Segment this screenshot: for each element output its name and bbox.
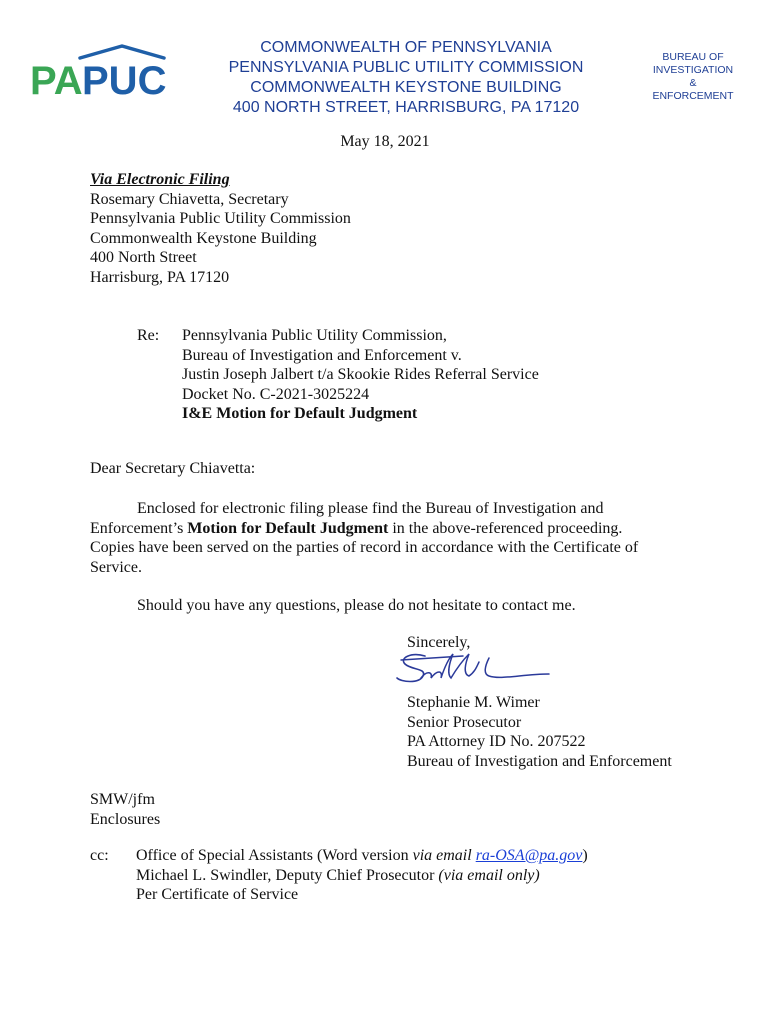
enclosures-note: Enclosures — [90, 810, 161, 828]
paragraph-line — [90, 519, 690, 539]
paragraph-line: Copies have been served on the parties of record in accordance with the Certificate of — [90, 539, 639, 556]
letterhead-line: COMMONWEALTH KEYSTONE BUILDING — [250, 79, 562, 96]
paragraph-line: Service. — [90, 558, 142, 576]
address-line: Pennsylvania Public Utility Commission — [90, 210, 351, 227]
re-line: Pennsylvania Public Utility Commission, — [182, 327, 447, 344]
body-paragraph-1 — [90, 499, 690, 577]
typist-initials: SMW/jfm — [90, 791, 155, 808]
re-label: Re: — [137, 327, 160, 344]
re-subject: I&E Motion for Default Judgment — [182, 405, 418, 422]
text-span: via email — [412, 847, 476, 864]
letterhead-line: COMMONWEALTH OF PENNSYLVANIA — [260, 39, 552, 56]
cc-line — [136, 866, 588, 886]
cc-line: Per Certificate of Service — [136, 886, 299, 903]
bureau-line: & — [689, 77, 697, 89]
logo-puc-text: PUC — [82, 59, 167, 100]
via-electronic-filing: Via Electronic Filing — [90, 171, 230, 188]
bureau-line: BUREAU OF — [662, 51, 724, 63]
text-span: ) — [582, 847, 588, 864]
body-paragraph-2: Should you have any questions, please do not hesitate to contact me. — [137, 597, 576, 614]
address-line: 400 North Street — [90, 249, 197, 266]
signer-name: Stephanie M. Wimer — [407, 694, 540, 711]
text-span: Office of Special Assistants (Word version — [136, 847, 413, 864]
bureau-line: ENFORCEMENT — [652, 90, 734, 102]
address-line: Commonwealth Keystone Building — [90, 229, 317, 247]
letterhead-line: PENNSYLVANIA PUBLIC UTILITY COMMISSION — [228, 59, 584, 76]
text-span: (via email only) — [438, 866, 540, 884]
signature-block — [407, 693, 672, 771]
motion-title: Motion for Default Judgment — [187, 519, 389, 537]
address-line: Harrisburg, PA 17120 — [90, 268, 230, 286]
papuc-roof-logo-icon — [30, 44, 170, 100]
letterhead-line: 400 NORTH STREET, HARRISBURG, PA 17120 — [232, 99, 580, 116]
bureau-label — [632, 51, 754, 103]
text-span: Michael L. Swindler, Deputy Chief Prosecutor — [136, 866, 439, 884]
letterhead — [200, 38, 612, 118]
re-block — [182, 326, 539, 424]
docket-number: Docket No. C-2021-3025224 — [182, 385, 370, 403]
signer-bureau: Bureau of Investigation and Enforcement — [407, 752, 672, 770]
osa-email-link[interactable]: ra-OSA@pa.gov — [475, 847, 583, 864]
re-line: Bureau of Investigation and Enforcement v. — [182, 346, 462, 364]
text-span: in the above-referenced proceeding. — [388, 519, 623, 537]
address-line: Rosemary Chiavetta, Secretary — [90, 190, 289, 208]
bureau-line: INVESTIGATION — [652, 64, 734, 76]
paragraph-line: Enclosed for electronic filing please find the Bureau of Investigation and — [137, 500, 604, 517]
papuc-logo — [30, 44, 170, 100]
text-span: Enforcement’s — [90, 519, 188, 537]
cc-label: cc: — [90, 847, 109, 864]
signer-attorney-id: PA Attorney ID No. 207522 — [407, 733, 586, 750]
closing: Sincerely, — [407, 634, 471, 651]
logo-pa-text: PA — [30, 59, 83, 100]
cc-list — [136, 846, 588, 905]
initials-block — [90, 790, 160, 829]
signer-title: Senior Prosecutor — [407, 713, 522, 731]
letter-date: May 18, 2021 — [340, 133, 430, 150]
salutation: Dear Secretary Chiavetta: — [90, 460, 256, 477]
re-line: Justin Joseph Jalbert t/a Skookie Rides Referral Service — [182, 366, 539, 383]
handwritten-signature — [393, 648, 553, 694]
signature-icon — [393, 648, 553, 694]
cc-line — [136, 846, 588, 866]
recipient-address — [90, 170, 351, 287]
